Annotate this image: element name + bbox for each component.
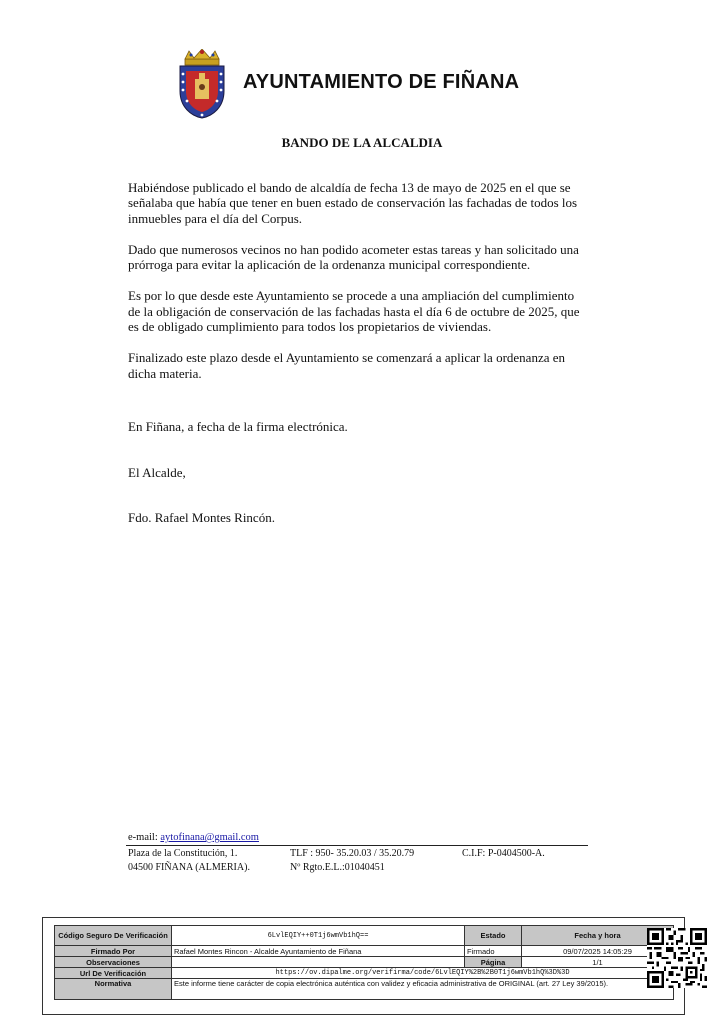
observaciones-label: Observaciones <box>55 957 172 968</box>
estado-value: Firmado <box>465 946 522 957</box>
firmado-por-value: Rafael Montes Rincon - Alcalde Ayuntamiento de Fiñana <box>172 946 465 957</box>
email-line <box>128 832 259 843</box>
email-link[interactable]: aytofinana@gmail.com <box>160 832 259 843</box>
footer-phone: TLF : 950- 35.20.03 / 35.20.79 <box>290 848 415 859</box>
signer-name: Fdo. Rafael Montes Rincón. <box>128 510 275 525</box>
table-row <box>55 957 674 968</box>
place-date: En Fiñana, a fecha de la firma electrónica. <box>128 419 348 434</box>
fecha-value: 09/07/2025 14:05:29 <box>522 946 674 957</box>
qr-code-icon <box>647 928 707 988</box>
footer-registry: Nº Rgto.E.L.:01040451 <box>290 862 385 873</box>
pagina-label: Página <box>465 957 522 968</box>
signer-role: El Alcalde, <box>128 465 186 480</box>
csv-label: Código Seguro De Verificación <box>55 926 172 946</box>
verification-block <box>42 917 685 1015</box>
verification-table <box>54 925 674 1000</box>
table-row <box>55 926 674 946</box>
observaciones-value <box>172 957 465 968</box>
normativa-label: Normativa <box>55 979 172 1000</box>
document-title: BANDO DE LA ALCALDIA <box>281 135 443 150</box>
table-row <box>55 968 674 979</box>
footer-address: Plaza de la Constitución, 1. <box>128 848 238 859</box>
body-text <box>128 180 583 397</box>
paragraph: Es por lo que desde este Ayuntamiento se procede a una ampliación del cumplimiento de la obligación de conservación de las fachadas hasta el día 6 de octubre de 2025, que es de obligado cumplimiento para todos los propietarios de viviendas. <box>128 288 580 335</box>
pagina-value: 1/1 <box>522 957 674 968</box>
firmado-por-label: Firmado Por <box>55 946 172 957</box>
email-label: e-mail: <box>128 832 158 843</box>
municipal-crest-icon <box>177 49 227 119</box>
normativa-value: Este informe tiene carácter de copia electrónica auténtica con validez y eficacia administrativa de ORIGINAL (art. 27 Ley 39/2015). <box>172 979 674 1000</box>
footer-city: 04500 FIÑANA (ALMERIA). <box>128 862 250 873</box>
paragraph: Dado que numerosos vecinos no han podido acometer estas tareas y han solicitado una prórroga para evitar la aplicación de la ordenanza municipal correspondiente. <box>128 241 579 273</box>
url-label: Url De Verificación <box>55 968 172 979</box>
fecha-label: Fecha y hora <box>522 926 674 946</box>
estado-label: Estado <box>465 926 522 946</box>
paragraph: Habiéndose publicado el bando de alcaldía de fecha 13 de mayo de 2025 en el que se señalaba que había que tener en buen estado de conservación las fachadas de todos los inmuebles para el día del Corpus. <box>128 180 578 226</box>
csv-value: 6LvlEQIY++0T1j6wmVb1hQ== <box>172 926 465 946</box>
paragraph: Finalizado este plazo desde el Ayuntamiento se comenzará a aplicar la ordenanza en dicha materia. <box>128 350 565 381</box>
footer-divider <box>126 845 588 846</box>
verification-url[interactable]: https://ov.dipalme.org/verifirma/code/6LvlEQIY%2B%2B0T1j6wmVb1hQ%3D%3D <box>172 968 674 979</box>
table-row <box>55 946 674 957</box>
footer-cif: C.I.F: P-0404500-A. <box>462 848 545 859</box>
municipality-title: AYUNTAMIENTO DE FIÑANA <box>243 71 520 93</box>
table-row <box>55 979 674 1000</box>
